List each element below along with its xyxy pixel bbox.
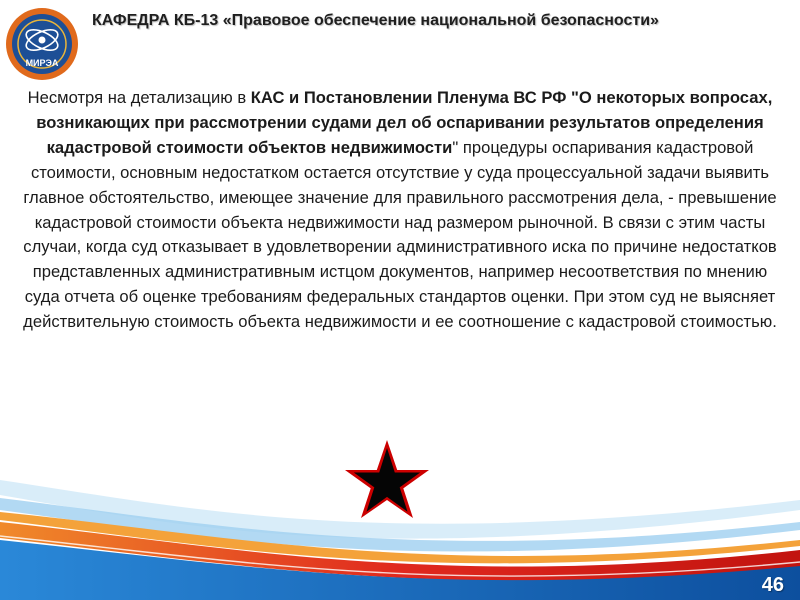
mirea-emblem-icon <box>4 6 80 82</box>
star-decoration <box>343 438 431 522</box>
page-title: КАФЕДРА КБ-13 «Правовое обеспечение национальной безопасности» <box>92 12 659 29</box>
text-rest: " процедуры оспаривания кадастровой стоимости, основным недостатком остается отсутствие у суда процессуальной задачи выявить главное обстоятельство, имеющее значение для правильного рассмотрения дела, - превышение кадастровой стоимости объекта недвижимости над размером рыночной. В связи с этим часты случаи, когда суд отказывает в удовлетворении административного иска по причине недостатков представленных административным истцом документов, например несоответствия по мнению суда отчета об оценке требованиям федеральных стандартов оценки. При этом суд не выясняет действительную стоимость объекта недвижимости и ее соотношение с кадастровой стоимостью. <box>23 137 777 332</box>
text-intro: Несмотря на детализацию в <box>27 88 251 107</box>
page-number: 46 <box>761 574 784 596</box>
body-paragraph <box>18 86 782 335</box>
university-logo <box>4 6 80 82</box>
red-star-icon <box>343 438 431 522</box>
text-bold: КАС и Постановлении Пленума ВС РФ "О некоторых вопросах, возникающих при рассмотрении судами дел об оспаривании результатов определения кадастровой стоимости объектов недвижимости <box>36 88 773 157</box>
logo-text: МИРЭА <box>25 58 59 68</box>
